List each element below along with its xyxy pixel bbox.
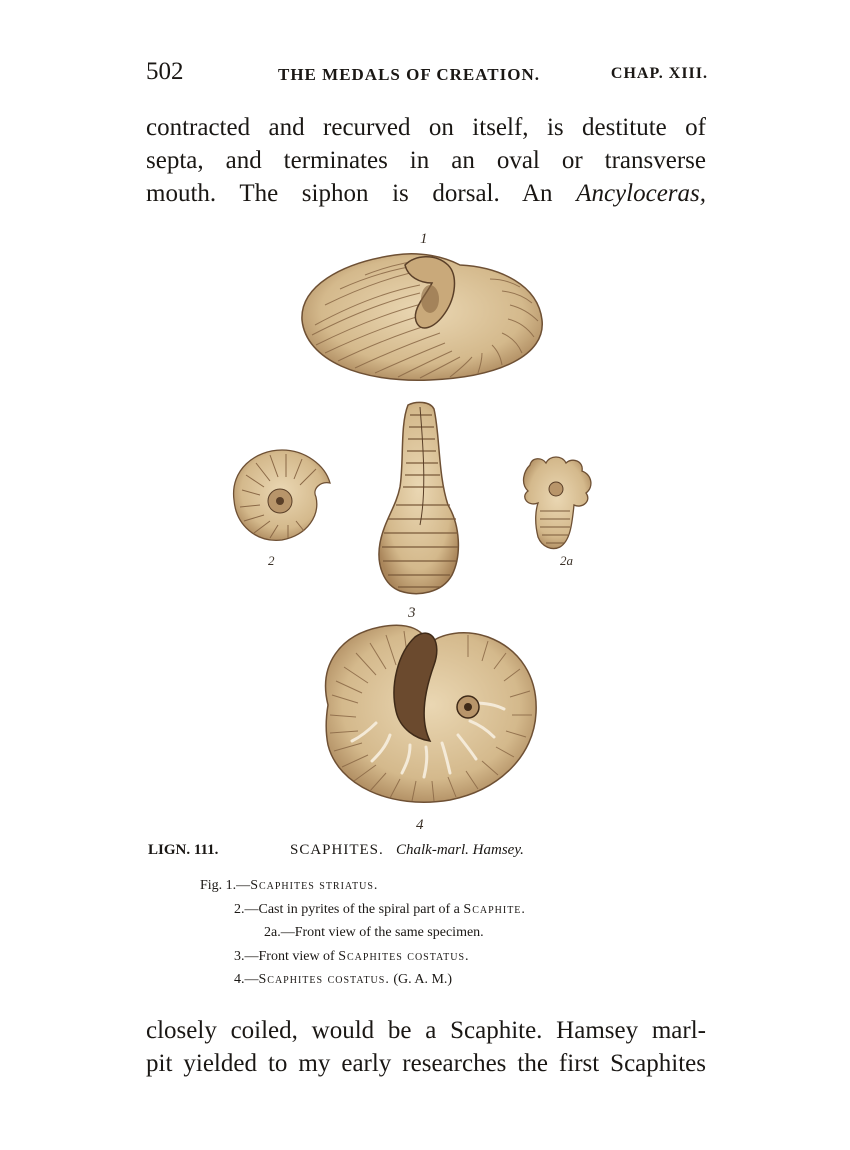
- chapter-label: CHAP. XIII.: [610, 65, 708, 82]
- top-paragraph: [146, 111, 706, 210]
- figure-label-2a: 2a: [560, 553, 573, 568]
- legend-prefix: 3.—Front view of: [234, 948, 339, 964]
- fossil-figure-4: [326, 625, 537, 802]
- caption-genus: SCAPHITES.: [290, 842, 384, 858]
- caption-locality: Chalk-marl. Hamsey.: [396, 842, 524, 858]
- figure-label-3: 3: [408, 605, 416, 621]
- legend-item: [200, 945, 660, 969]
- plate-illustration: [220, 225, 620, 835]
- text-line: contracted and recurved on itself, is destitute of: [146, 114, 706, 141]
- legend-prefix: 4.—: [234, 972, 259, 987]
- text-line: pit yielded to my early researches the first Scaphites: [146, 1050, 706, 1077]
- figure-label-4: 4: [416, 817, 424, 833]
- legend-item: [200, 898, 660, 922]
- figure-label-2: 2: [268, 553, 275, 568]
- legend-prefix: 2.—Cast in pyrites of the spiral part of a: [234, 901, 464, 917]
- legend-species: Scaphites striatus.: [250, 878, 379, 893]
- text-line: septa, and terminates in an oval or transverse: [146, 147, 706, 174]
- legend-credit: (G. A. M.): [389, 972, 453, 987]
- legend-item: [200, 968, 660, 992]
- fossil-figure-3: [379, 402, 458, 593]
- text-line: closely coiled, would be a Scaphite. Hamsey marl-: [146, 1017, 706, 1044]
- legend-prefix: Fig. 1.—: [200, 878, 251, 893]
- legend-species: Scaphites costatus.: [338, 948, 470, 964]
- page-header: [146, 58, 708, 92]
- text-line: [146, 177, 706, 210]
- fossil-figure-2a: [524, 457, 591, 549]
- plate-caption: [148, 842, 708, 864]
- fossil-figure-1: [302, 254, 542, 381]
- page-number: 502: [146, 58, 184, 85]
- figure-label-1: 1: [420, 231, 428, 247]
- legend-species: Scaphite.: [463, 901, 526, 917]
- legend-species: Scaphites costatus.: [258, 972, 390, 987]
- legend-item: [200, 874, 660, 898]
- lignum-number: LIGN. 111.: [148, 842, 219, 858]
- fossil-figure-2: [234, 450, 330, 540]
- text-run: mouth. The siphon is dorsal. An: [146, 180, 577, 207]
- legend-item: 2a.—Front view of the same specimen.: [264, 925, 484, 940]
- figure-legend: [200, 874, 660, 992]
- running-title: THE MEDALS OF CREATION.: [278, 65, 540, 84]
- italic-term: Ancyloceras,: [576, 180, 706, 207]
- bottom-paragraph: [146, 1014, 706, 1080]
- fossil-plate: [220, 225, 620, 835]
